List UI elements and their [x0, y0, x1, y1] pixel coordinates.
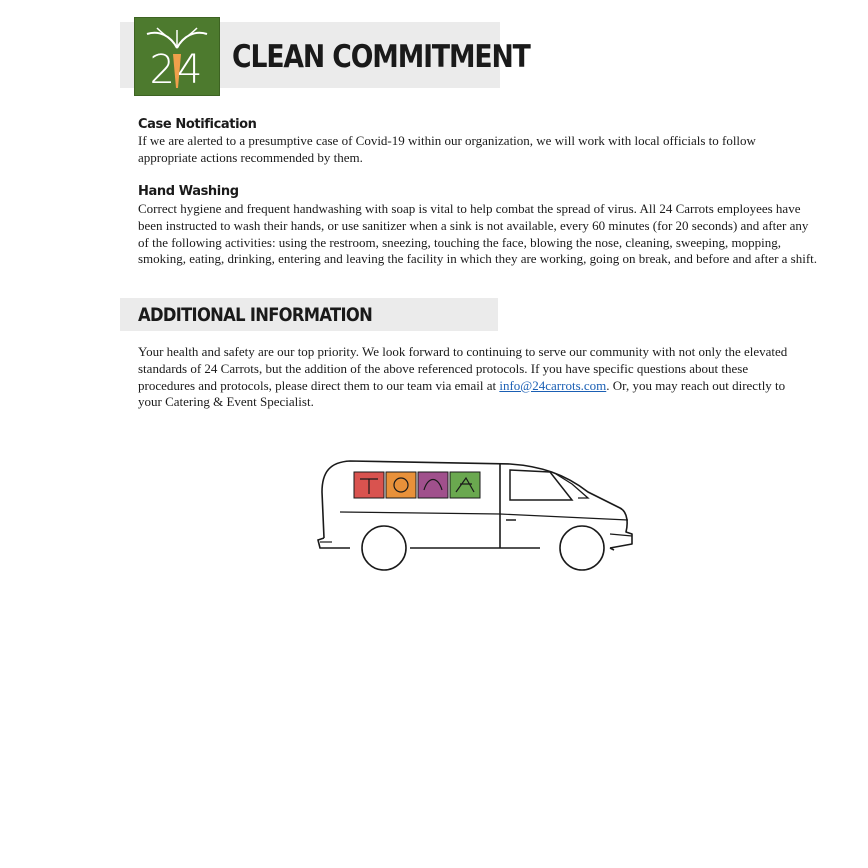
email-link[interactable]: info@24carrots.com: [499, 377, 607, 393]
hand-washing-heading: Hand Washing: [138, 184, 239, 199]
logo-tiles: [354, 472, 480, 498]
delivery-van-illustration: [310, 452, 640, 574]
front-wheel: [560, 526, 604, 570]
case-notification-heading: Case Notification: [138, 117, 257, 132]
company-logo: [134, 17, 220, 96]
additional-info-text: Your health and safety are our top priority. We look forward to continuing to serve our community with not only the elevated standards of 24 Carrots, but the addition of the above referenced protocols. If you have specific questions about these procedures and protocols, please direct them to our team via email at: [138, 344, 788, 393]
page-title: CLEAN COMMITMENT: [232, 39, 530, 75]
rear-wheel: [362, 526, 406, 570]
hand-washing-body: Correct hygiene and frequent handwashing with soap is vital to help combat the spread of virus. All 24 Carrots employees have been instructed to wash their hands, or use sanitizer when a sink is not available, every 60 minutes (for 20 seconds) and after any of the following activities: using the restroom, sneezing, touching the face, blowing the nose, cleaning, sweeping, mopping, smoking, eating, drinking, entering and leaving the facility in which they are working, going on break, and before and after a shift.: [138, 201, 818, 267]
additional-info-heading: ADDITIONAL INFORMATION: [138, 304, 373, 326]
case-notification-body: If we are alerted to a presumptive case of Covid-19 within our organization, we will work with local officials to follow appropriate actions recommended by them.: [138, 133, 756, 165]
additional-info-body: [138, 344, 808, 411]
additional-info-text-end: . Or, you may reach out directly to your Catering & Event Specialist.: [138, 377, 786, 410]
logo-number: 24: [149, 47, 205, 93]
